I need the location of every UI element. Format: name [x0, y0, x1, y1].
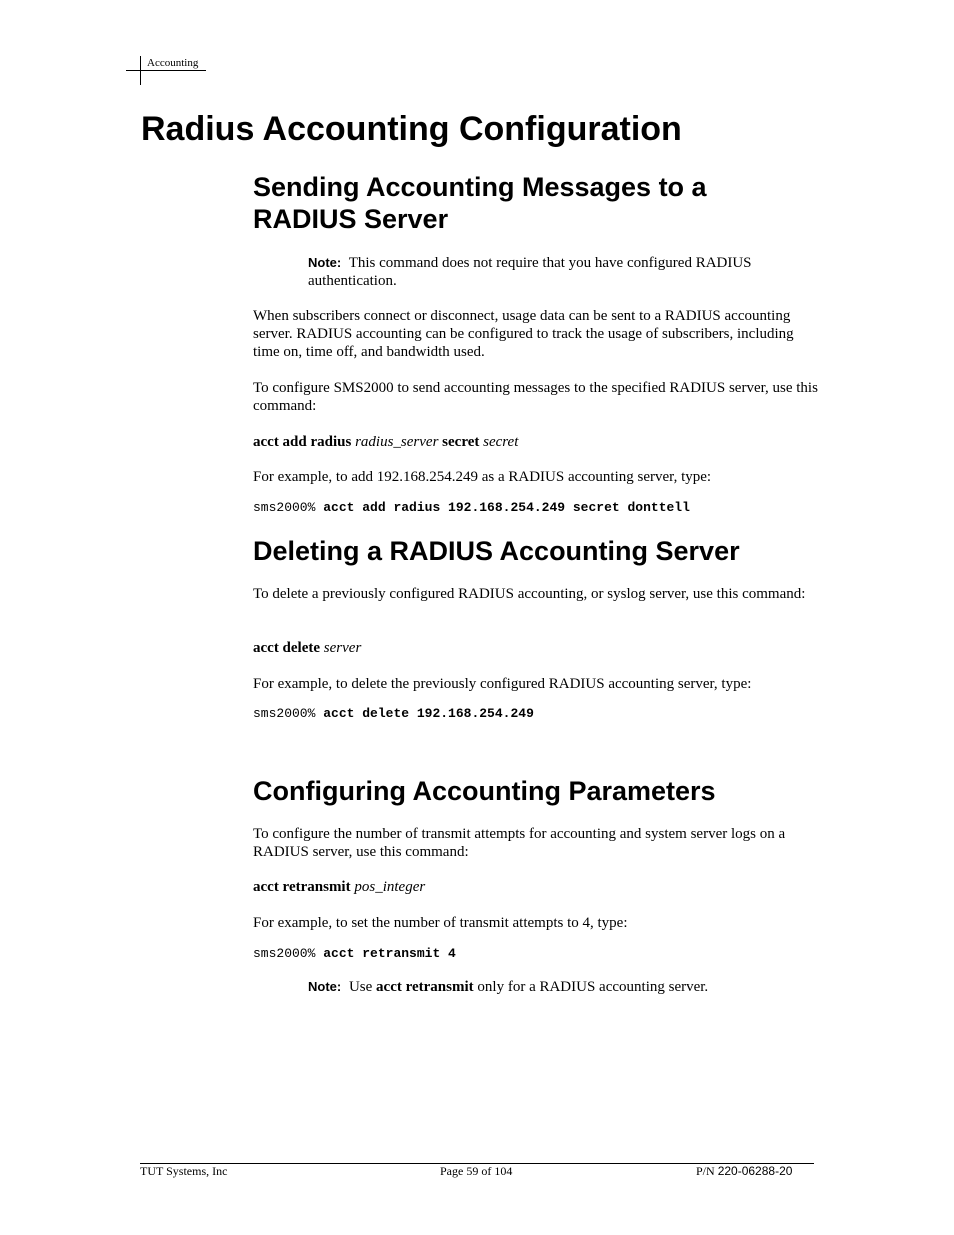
heading-sending: Sending Accounting Messages to a RADIUS Server	[253, 172, 707, 234]
code-example-delete	[253, 706, 534, 721]
note-text: This command does not require that you have configured RADIUS authentication.	[308, 255, 752, 289]
note-label: Note:	[308, 255, 342, 270]
command-syntax-retransmit: acct retransmit pos_integer	[253, 879, 426, 895]
prompt: sms2000%	[253, 500, 316, 515]
heading-deleting: Deleting a RADIUS Accounting Server	[253, 536, 740, 566]
prompt: sms2000%	[253, 706, 316, 721]
footer-part-number: P/N 220-06288-20	[696, 1164, 793, 1178]
note-retransmit: Note: Use acct retransmit only for a RADIUS accounting server.	[308, 979, 709, 995]
example-intro-retransmit: For example, to set the number of transmit attempts to 4, type:	[253, 915, 628, 931]
code-example-retransmit	[253, 946, 456, 961]
paragraph-configure-sms2000: To configure SMS2000 to send accounting messages to the specified RADIUS server, use this command:	[253, 380, 818, 414]
command-syntax-delete: acct delete server	[253, 640, 362, 656]
prompt: sms2000%	[253, 946, 316, 961]
example-intro-delete: For example, to delete the previously configured RADIUS accounting server, type:	[253, 676, 752, 692]
command-syntax-add-radius: acct add radius radius_server secret secret	[253, 434, 519, 450]
command: acct add radius 192.168.254.249 secret donttell	[323, 500, 690, 515]
crop-mark-horizontal	[126, 70, 206, 71]
paragraph-retransmit: To configure the number of transmit attempts for accounting and system server logs on a RADIUS server, use this command:	[253, 826, 786, 860]
example-intro-add: For example, to add 192.168.254.249 as a RADIUS accounting server, type:	[253, 469, 712, 485]
page-title: Radius Accounting Configuration	[141, 110, 682, 148]
command: acct retransmit 4	[323, 946, 456, 961]
running-header: Accounting	[147, 57, 199, 69]
code-example-add	[253, 500, 690, 515]
note-label: Note:	[308, 979, 342, 994]
command: acct delete 192.168.254.249	[323, 706, 534, 721]
footer-company: TUT Systems, Inc	[140, 1164, 228, 1178]
heading-configuring: Configuring Accounting Parameters	[253, 776, 716, 806]
note-sending	[308, 254, 808, 290]
paragraph-usage-data: When subscribers connect or disconnect, usage data can be sent to a RADIUS accounting server. RADIUS accounting can be configured to track the usage of subscribers, including time on, time off, and bandwidth used.	[253, 308, 794, 360]
footer-page-number: Page 59 of 104	[440, 1164, 513, 1178]
paragraph-delete: To delete a previously configured RADIUS accounting, or syslog server, use this command:	[253, 586, 806, 602]
